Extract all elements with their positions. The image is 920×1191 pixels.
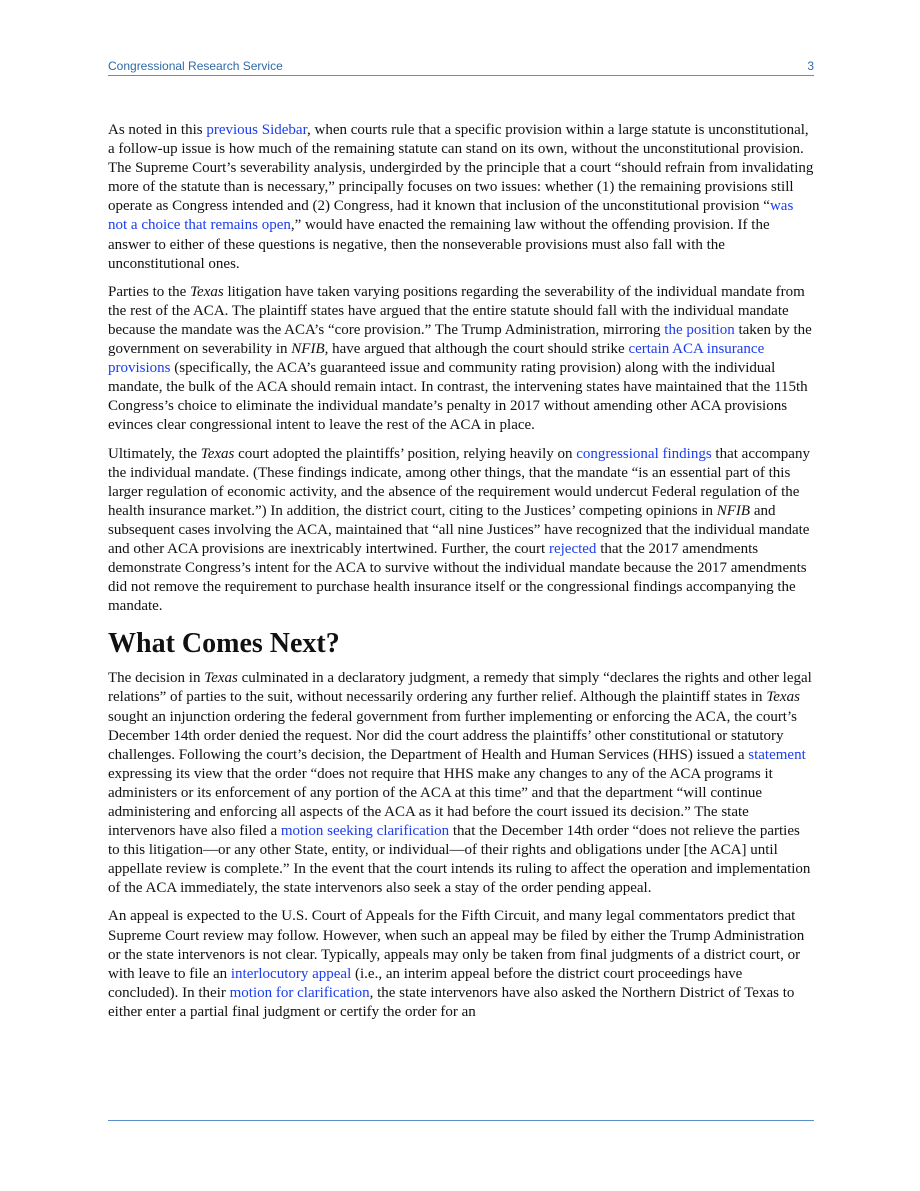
section-heading: What Comes Next? [108, 628, 340, 660]
footer-divider [108, 1120, 814, 1121]
paragraph-5: An appeal is expected to the U.S. Court of Appeals for the Fifth Circuit, and many legal commentators predict that Supreme Court review may follow. However, when such an appeal may be filed by either the Trump Administration or the state intervenors is not clear. Typically, appeals may only be taken from final judgments of a district court, or with leave to file an interlocutory appeal (i.e., an interim appeal before the district court proceedings have concluded). In their motion for clarification, the state intervenors have also asked the Northern District of Texas to either enter a partial final judgment or certify the order for an [108, 908, 805, 1020]
link-motion-seeking-clarification[interactable]: motion seeking clarification [280, 823, 450, 840]
link-rejected[interactable]: rejected [548, 540, 597, 557]
link-aca-insurance-provisions[interactable]: certain ACA insurance provisions [108, 341, 765, 377]
header-divider [108, 75, 814, 76]
link-choice-remains-open[interactable]: was not a choice that remains open [108, 198, 794, 234]
paragraph-1: As noted in this previous Sidebar, when courts rule that a specific provision within a large statute is unconstitutional, a follow-up issue is how much of the remaining statute can stand on its own, without the unconstitutional provision. The Supreme Court’s severability analysis, undergirded by the principle that a court “should refrain from invalidating more of the statute than is necessary,” principally focuses on two issues: whether (1) the remaining provisions still operate as Congress intended and (2) Congress, had it known that inclusion of the unconstitutional provision “was not a choice that remains open,” would have enacted the remaining law without the offending provision. If the answer to either of these questions is negative, then the nonseverable provisions must also fall with the unconstitutional ones. [108, 122, 814, 272]
page-number: 3 [807, 59, 814, 73]
running-header [108, 58, 814, 74]
paragraph-3: Ultimately, the Texas court adopted the plaintiffs’ position, relying heavily on congressional findings that accompany the individual mandate. (These findings indicate, among other things, that the mandate “is an essential part of this larger regulation of economic activity, and the absence of the requirement would undercut Federal regulation of the health insurance market.”) In addition, the district court, citing to the Justices’ competing opinions in NFIB and subsequent cases involving the ACA, maintained that “all nine Justices” have recognized that the individual mandate and other ACA provisions are inextricably intertwined. Further, the court rejected that the 2017 amendments demonstrate Congress’s intent for the ACA to survive without the individual mandate because the 2017 amendments did not remove the requirement to purchase health insurance itself or the congressional findings accompanying the mandate. [108, 445, 810, 615]
link-interlocutory-appeal[interactable]: interlocutory appeal [230, 965, 352, 982]
document-body [108, 121, 814, 1031]
link-congressional-findings[interactable]: congressional findings [576, 445, 712, 462]
link-previous-sidebar[interactable]: previous Sidebar [206, 122, 307, 138]
paragraph-2: Parties to the Texas litigation have taken varying positions regarding the severability of the individual mandate from the rest of the ACA. The plaintiff states have argued that the entire statute should fall with the individual mandate because the mandate was the ACA’s “core provision.” The Trump Administration, mirroring the position taken by the government on severability in NFIB, have argued that although the court should strike certain ACA insurance provisions (specifically, the ACA’s guaranteed issue and community rating provision) along with the individual mandate, the bulk of the ACA should remain intact. In contrast, the intervening states have maintained that the 115th Congress’s choice to eliminate the individual mandate’s penalty in 2017 without amending other ACA provisions evinces clear congressional intent to leave the rest of the ACA in place. [108, 283, 812, 434]
link-the-position[interactable]: the position [664, 321, 735, 338]
link-statement[interactable]: statement [748, 746, 806, 763]
paragraph-4: The decision in Texas culminated in a declaratory judgment, a remedy that simply “declares the rights and other legal relations” of parties to the suit, without necessarily ordering any further relief. Although the plaintiff states in Texas sought an injunction ordering the federal government from further implementing or enforcing the ACA, the court’s December 14th order denied the request. Nor did the court address the plaintiffs’ other constitutional or statutory challenges. Following the court’s decision, the Department of Health and Human Services (HHS) issued a statement expressing its view that the order “does not require that HHS make any changes to any of the ACA programs it administers or its enforcement of any portion of the ACA at this time” and that the department “will continue administering and enforcing all aspects of the ACA as it had before the court issued its decision.” The state intervenors have also filed a motion seeking clarification that the December 14th order “does not relieve the parties to this litigation—or any other State, entity, or individual—of their rights and obligations under [the ACA] until appellate review is complete.” In the event that the court intends its ruling to affect the operation and implementation of the ACA immediately, the state intervenors also seek a stay of the order pending appeal. [108, 670, 812, 897]
header-source: Congressional Research Service [108, 59, 283, 73]
link-motion-for-clarification[interactable]: motion for clarification [229, 984, 370, 1001]
